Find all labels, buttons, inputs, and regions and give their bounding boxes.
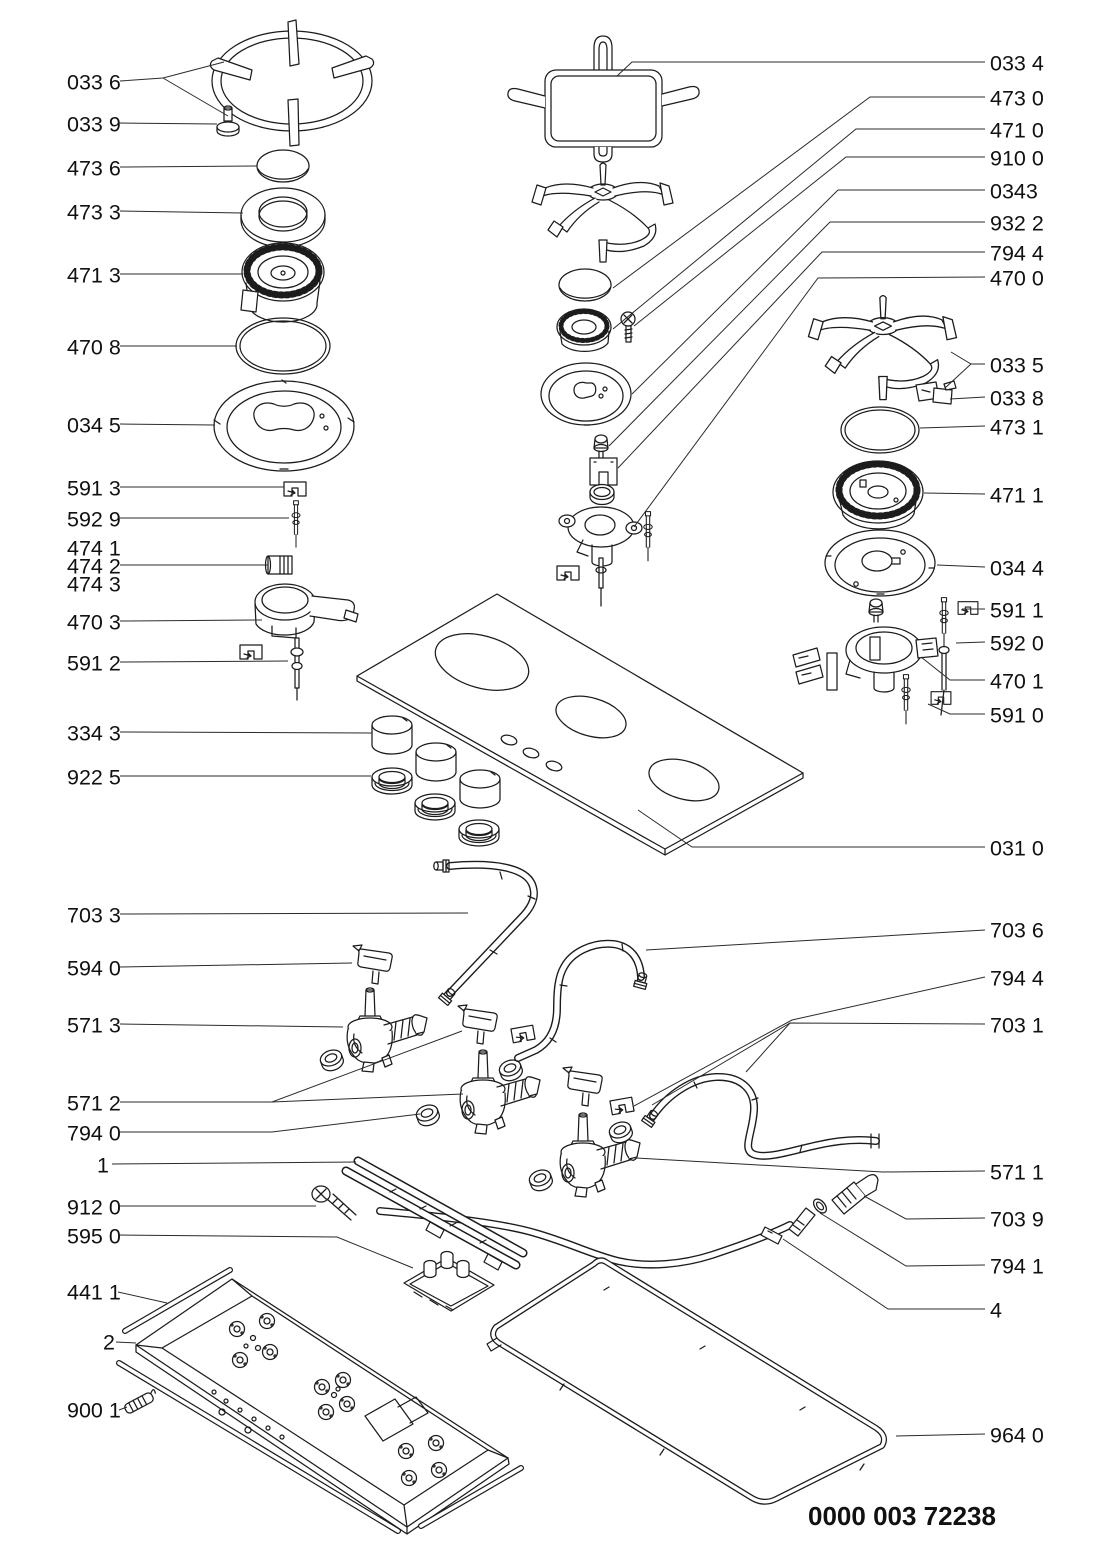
spark-plug-591-0 bbox=[902, 675, 911, 724]
glass-panel bbox=[357, 594, 803, 855]
burner-plate-center bbox=[541, 363, 631, 425]
leader-5910 bbox=[928, 704, 985, 714]
trivet-center bbox=[532, 163, 673, 262]
burner-cap-left bbox=[257, 150, 309, 182]
part-label-4743: 474 3 bbox=[67, 572, 121, 597]
part-label-5711: 571 1 bbox=[990, 1160, 1044, 1185]
micro-switch-1 bbox=[353, 945, 392, 984]
valve-clip-2 bbox=[511, 1025, 535, 1043]
leader-0334 bbox=[617, 62, 985, 76]
part-label-5920: 592 0 bbox=[990, 631, 1044, 656]
part-label-5912: 591 2 bbox=[67, 651, 121, 676]
part-label-9225: 922 5 bbox=[67, 765, 121, 790]
leader-0345 bbox=[120, 424, 215, 425]
burner-ring-center bbox=[557, 309, 611, 351]
part-label-5713: 571 3 bbox=[67, 1013, 121, 1038]
leader-7031 bbox=[652, 1023, 790, 1105]
leader-0335 bbox=[951, 352, 985, 364]
spark-plug-left bbox=[292, 501, 300, 547]
burner-base-assembly-left bbox=[255, 584, 358, 638]
leader-n4 bbox=[783, 1239, 985, 1309]
part-label-4710: 471 0 bbox=[990, 118, 1044, 143]
part-label-n2: 2 bbox=[103, 1330, 115, 1355]
gas-pipe-703-1 bbox=[642, 1077, 879, 1156]
part-label-9001: 900 1 bbox=[67, 1398, 121, 1423]
knob-seal-1 bbox=[372, 768, 412, 794]
part-label-0310: 031 0 bbox=[990, 836, 1044, 861]
control-knob-3 bbox=[460, 770, 500, 808]
leader-5940 bbox=[120, 963, 352, 967]
thermocouple-clip-left bbox=[284, 482, 306, 496]
fitting-nut-left bbox=[266, 556, 293, 574]
part-label-0336: 033 6 bbox=[67, 70, 121, 95]
leader-4736 bbox=[120, 166, 257, 167]
leader-7940 bbox=[120, 1114, 420, 1132]
leader-n1 bbox=[112, 1162, 356, 1164]
leader-0336 bbox=[120, 62, 224, 81]
plug-clip-591-0 bbox=[931, 692, 951, 705]
spark-plug-center bbox=[644, 512, 653, 561]
leader-0338 bbox=[950, 397, 985, 399]
part-label-0334: 033 4 bbox=[990, 51, 1044, 76]
part-label-7031: 703 1 bbox=[990, 1013, 1044, 1038]
part-label-5712: 571 2 bbox=[67, 1091, 121, 1116]
part-label-4713: 471 3 bbox=[67, 263, 121, 288]
part-label-4411: 441 1 bbox=[67, 1280, 121, 1305]
trivet-foot-clip bbox=[916, 381, 956, 404]
part-label-0335: 033 5 bbox=[990, 353, 1044, 378]
leader-n2 bbox=[116, 1342, 136, 1343]
valve-washer-1 bbox=[318, 1047, 346, 1073]
valve-clip-3 bbox=[610, 1097, 634, 1115]
part-label-5940: 594 0 bbox=[67, 956, 121, 981]
gas-pipe-703-6 bbox=[518, 944, 649, 1058]
part-label-7039: 703 9 bbox=[990, 1207, 1044, 1232]
part-label-4711: 471 1 bbox=[990, 483, 1044, 508]
leader-5912 bbox=[120, 661, 288, 662]
gas-valve-571-1 bbox=[560, 1113, 640, 1197]
part-label-7941: 794 1 bbox=[990, 1254, 1044, 1279]
burner-ring-left bbox=[241, 188, 325, 247]
part-label-4703: 470 3 bbox=[67, 610, 121, 635]
part-label-4700: 470 0 bbox=[990, 266, 1044, 291]
leader-5712 bbox=[120, 1031, 462, 1102]
leader-9100 bbox=[634, 157, 985, 326]
gas-valve-571-2 bbox=[460, 1050, 540, 1134]
knob-seal-2 bbox=[415, 794, 455, 820]
micro-switch-3 bbox=[563, 1067, 602, 1106]
part-label-4741: 474 1 bbox=[67, 536, 121, 561]
burner-base-right bbox=[793, 627, 938, 692]
part-label-5950: 595 0 bbox=[67, 1224, 121, 1249]
leader-0339 bbox=[120, 123, 217, 124]
part-label-3343: 334 3 bbox=[67, 721, 121, 746]
part-label-n1: 1 bbox=[97, 1153, 109, 1178]
doc-code: 0000 003 72238 bbox=[808, 1501, 996, 1531]
leader-5712 bbox=[272, 1094, 463, 1102]
part-label-9640: 964 0 bbox=[990, 1423, 1044, 1448]
leader-0335 bbox=[945, 364, 971, 388]
part-label-7036: 703 6 bbox=[990, 918, 1044, 943]
part-label-9120: 912 0 bbox=[67, 1195, 121, 1220]
leader-4701 bbox=[921, 657, 985, 680]
part-label-0339: 033 9 bbox=[67, 112, 121, 137]
probe-clip-left bbox=[240, 645, 262, 659]
burner-ring-seal-center bbox=[590, 485, 614, 505]
leader-7031 bbox=[746, 1023, 985, 1072]
knob-seal-3 bbox=[459, 820, 499, 846]
part-label-7944t: 794 4 bbox=[990, 241, 1044, 266]
leader-7039 bbox=[864, 1196, 985, 1219]
part-label-4736: 473 6 bbox=[67, 156, 121, 181]
part-label-0344: 034 4 bbox=[990, 556, 1044, 581]
leader-5950 bbox=[120, 1235, 413, 1268]
leader-7036 bbox=[646, 930, 985, 950]
part-label-9322: 932 2 bbox=[990, 211, 1044, 236]
part-label-0343: 0343 bbox=[990, 179, 1038, 204]
part-label-0338: 033 8 bbox=[990, 386, 1044, 411]
fixing-screw bbox=[312, 1186, 356, 1220]
wok-support bbox=[508, 36, 699, 162]
panel-gasket bbox=[487, 1260, 884, 1501]
elbow-fitting-703-9 bbox=[832, 1175, 878, 1214]
burner-body-right bbox=[833, 461, 923, 529]
valve-washer-2 bbox=[414, 1102, 442, 1128]
leader-9640 bbox=[896, 1434, 985, 1436]
part-label-0345: 034 5 bbox=[67, 413, 121, 438]
leader-4411 bbox=[118, 1292, 167, 1303]
part-label-7033: 703 3 bbox=[67, 903, 121, 928]
drip-plate-left bbox=[214, 380, 354, 471]
leader-7941 bbox=[820, 1213, 985, 1266]
leader-9322 bbox=[609, 222, 985, 446]
leader-4700 bbox=[634, 277, 985, 527]
leader-5711 bbox=[636, 1158, 985, 1172]
leader-4711 bbox=[924, 493, 985, 494]
injector-right bbox=[869, 599, 883, 622]
part-label-7944b: 794 4 bbox=[990, 966, 1044, 991]
part-label-5910: 591 0 bbox=[990, 703, 1044, 728]
burner-plate-right bbox=[825, 530, 935, 596]
valve-washer-3 bbox=[527, 1167, 555, 1193]
leader-7944t bbox=[618, 252, 985, 468]
part-label-4742: 474 2 bbox=[67, 554, 121, 579]
burner-cap-center bbox=[559, 269, 611, 301]
plug-clip-591-1 bbox=[958, 602, 978, 615]
injector-center bbox=[594, 435, 608, 458]
leader-0344 bbox=[937, 565, 985, 567]
part-label-4708: 470 8 bbox=[67, 335, 121, 360]
micro-switch-2 bbox=[458, 1005, 497, 1044]
part-label-5911: 591 1 bbox=[990, 598, 1044, 623]
support-foot bbox=[217, 106, 239, 136]
burner-base-center bbox=[559, 507, 642, 566]
part-label-n4: 4 bbox=[990, 1298, 1002, 1323]
leader-7033 bbox=[120, 913, 468, 914]
burner-body-left bbox=[241, 243, 324, 322]
gas-pipe-703-3 bbox=[434, 860, 535, 1005]
spark-generator bbox=[404, 1252, 494, 1312]
thermocouple-left bbox=[291, 638, 303, 700]
control-knob-1 bbox=[372, 716, 412, 754]
part-label-5929: 592 9 bbox=[67, 507, 121, 532]
spring-pin bbox=[123, 1389, 158, 1414]
probe-clip-center bbox=[557, 566, 579, 580]
leader-4733 bbox=[120, 211, 243, 213]
part-label-9100: 910 0 bbox=[990, 146, 1044, 171]
o-ring-right bbox=[841, 407, 919, 453]
leader-4731 bbox=[920, 426, 985, 428]
leader-4703 bbox=[120, 620, 262, 621]
part-label-7940: 794 0 bbox=[67, 1121, 121, 1146]
control-knob-2 bbox=[416, 743, 456, 781]
mounting-rail bbox=[346, 1161, 523, 1270]
part-label-4733: 473 3 bbox=[67, 200, 121, 225]
leader-5920 bbox=[956, 642, 985, 643]
leader-0336 bbox=[163, 78, 228, 116]
o-ring-left bbox=[236, 318, 330, 374]
injector-holder-center bbox=[590, 458, 617, 485]
leader-3343 bbox=[120, 732, 372, 733]
part-label-4731: 473 1 bbox=[990, 415, 1044, 440]
spark-plug-591-1 bbox=[940, 598, 949, 647]
part-label-4701: 470 1 bbox=[990, 669, 1044, 694]
leader-5713 bbox=[120, 1024, 343, 1027]
part-label-5913: 591 3 bbox=[67, 476, 121, 501]
part-label-4730: 473 0 bbox=[990, 86, 1044, 111]
